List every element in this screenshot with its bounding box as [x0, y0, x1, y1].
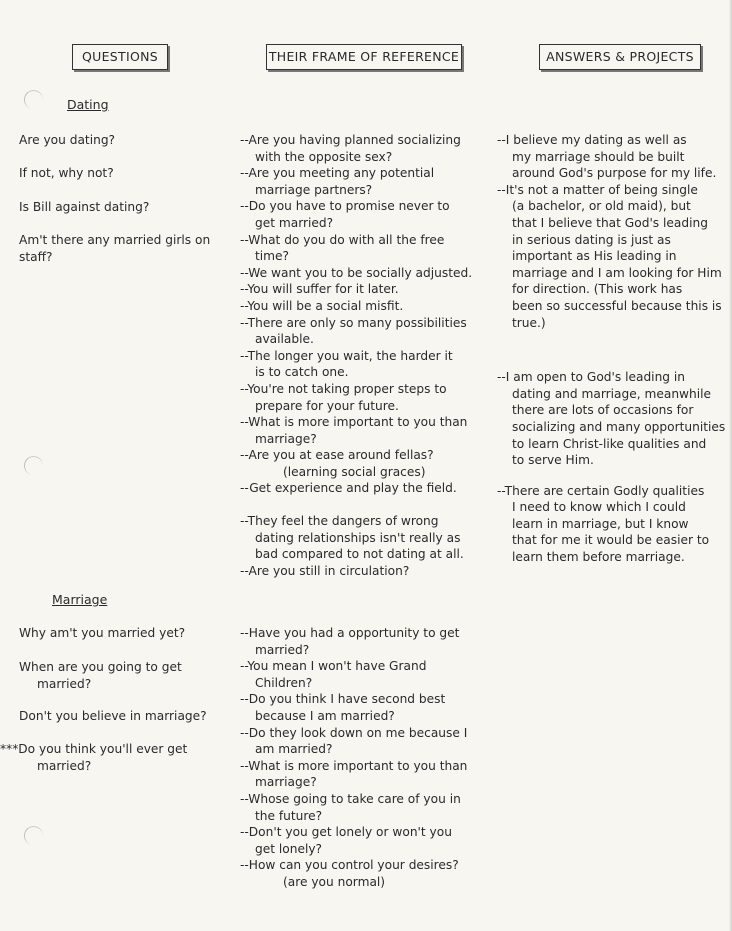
- list-item-line: to serve Him.: [512, 453, 594, 468]
- list-item-line: --Are you meeting any potential: [240, 166, 435, 181]
- list-item-line: --We want you to be socially adjusted.: [240, 265, 473, 280]
- list-item-line: that for me it would be easier to: [512, 533, 710, 548]
- list-item-line: my marriage should be built: [512, 149, 685, 164]
- list-item-line: prepare for your future.: [255, 398, 399, 413]
- list-item-line: learn in marriage, but I know: [512, 516, 689, 531]
- list-item-line: --Have you had a opportunity to get: [240, 626, 460, 640]
- list-item-line: to learn Christ-like qualities and: [512, 436, 707, 451]
- dating-question-line: Are you dating?: [19, 133, 116, 147]
- list-item-line: --They feel the dangers of wrong: [240, 514, 439, 529]
- dating-question-line: If not, why not?: [19, 166, 114, 180]
- dating-question-4: [19, 232, 224, 265]
- list-item: [240, 758, 500, 791]
- list-item-line: been so successful because this is: [512, 298, 722, 313]
- list-item-line: that I believe that God's leading: [512, 215, 708, 230]
- list-item: [240, 165, 500, 198]
- dating-question-3: [19, 199, 224, 216]
- list-item-line: --It's not a matter of being single: [497, 182, 698, 197]
- list-item-line: marriage?: [255, 431, 317, 446]
- marriage-question-4: [0, 741, 205, 774]
- dating-section-title: Dating: [67, 97, 109, 112]
- list-item-line: marriage?: [255, 775, 317, 790]
- frame-of-reference-header: THEIR FRAME OF REFERENCE: [266, 44, 462, 70]
- list-item: [497, 132, 729, 182]
- list-item-line: --The longer you wait, the harder it: [240, 348, 453, 363]
- marriage-question-1: [19, 625, 224, 642]
- list-item-line: --What is more important to you than: [240, 415, 468, 430]
- list-item: [240, 791, 500, 824]
- list-item: [240, 232, 500, 265]
- marriage-section-title: Marriage: [52, 592, 108, 607]
- list-item: [240, 658, 500, 691]
- list-item-line: --You mean I won't have Grand: [240, 659, 427, 674]
- marriage-question-line: married?: [37, 758, 92, 773]
- punch-hole-bottom: [22, 824, 44, 846]
- dating-frame-column: [240, 132, 500, 579]
- list-item-line: there are lots of occasions for: [512, 403, 694, 418]
- marriage-question-line: married?: [37, 676, 92, 691]
- list-item-line: around God's purpose for my life.: [512, 166, 717, 181]
- marriage-question-2: [19, 659, 224, 692]
- list-item: [240, 265, 500, 282]
- list-item-line: (a bachelor, or old maid), but: [512, 199, 691, 214]
- list-item: [240, 348, 500, 381]
- dating-question-line: Is Bill against dating?: [19, 200, 150, 214]
- list-item-line: true.): [512, 315, 546, 330]
- answers-projects-header: ANSWERS & PROJECTS: [539, 44, 701, 70]
- punch-hole-middle: [22, 454, 44, 476]
- dating-question-1: [19, 132, 224, 149]
- list-item-line: available.: [255, 332, 314, 347]
- list-item: [240, 414, 500, 447]
- list-item-line: bad compared to not dating at all.: [255, 547, 464, 562]
- list-item-line: --Do they look down on me because I: [240, 725, 468, 740]
- list-item-line: dating relationships isn't really as: [255, 530, 461, 545]
- marriage-question-line: Don't you believe in marriage?: [19, 709, 207, 723]
- questions-header: QUESTIONS: [72, 44, 168, 70]
- list-item-line: learn them before marriage.: [512, 550, 685, 565]
- list-item: [497, 483, 729, 566]
- list-item: [497, 182, 729, 331]
- list-item-line: (learning social graces): [283, 464, 426, 479]
- list-item-line: important as His leading in: [512, 249, 677, 264]
- list-item-line: (are you normal): [283, 874, 386, 889]
- list-item-line: --What is more important to you than: [240, 758, 468, 773]
- list-item-line: --You will suffer for it later.: [240, 282, 399, 297]
- list-item: [240, 563, 500, 580]
- list-item-line: Children?: [255, 675, 313, 690]
- list-item-line: I need to know which I could: [512, 500, 686, 515]
- list-item: [240, 725, 500, 758]
- list-item-line: am married?: [255, 742, 333, 757]
- list-item-line: --Do you have to promise never to: [240, 199, 450, 214]
- list-item-line: for direction. (This work has: [512, 282, 683, 297]
- list-item: [240, 198, 500, 231]
- list-item-line: --How can you control your desires?: [240, 858, 459, 873]
- list-item-line: --I believe my dating as well as: [497, 133, 687, 147]
- list-item: [240, 132, 500, 165]
- punch-hole-top: [22, 88, 44, 110]
- list-item-line: --Do you think I have second best: [240, 692, 446, 707]
- marriage-question-line: ***Do you think you'll ever get: [0, 742, 188, 756]
- list-item-line: --You're not taking proper steps to: [240, 381, 447, 396]
- list-item-line: socializing and many opportunities: [512, 419, 726, 434]
- list-item: [240, 691, 500, 724]
- list-item-line: --There are certain Godly qualities: [497, 483, 705, 498]
- list-item-line: --Get experience and play the field.: [240, 481, 457, 496]
- dating-question-2: [19, 165, 224, 182]
- list-item-line: with the opposite sex?: [255, 149, 393, 164]
- list-item-line: --Are you having planned socializing: [240, 133, 461, 147]
- list-item-line: marriage and I am looking for Him: [512, 265, 722, 280]
- list-item: [240, 447, 500, 480]
- marriage-question-line: When are you going to get: [19, 660, 182, 674]
- list-item: [240, 381, 500, 414]
- dating-question-line: staff?: [19, 249, 53, 264]
- list-item-line: in serious dating is just as: [512, 232, 671, 247]
- list-item-line: --What do you do with all the free: [240, 232, 445, 247]
- list-item-line: get lonely?: [255, 841, 323, 856]
- list-item-line: --Are you at ease around fellas?: [240, 448, 434, 463]
- dating-question-line: Am't there any married girls on: [19, 233, 211, 247]
- list-item: [240, 281, 500, 298]
- list-item-line: because I am married?: [255, 708, 395, 723]
- list-item-line: --Whose going to take care of you in: [240, 791, 461, 806]
- list-item-line: --I am open to God's leading in: [497, 370, 686, 385]
- list-item: [240, 298, 500, 315]
- list-item-line: --Are you still in circulation?: [240, 563, 410, 578]
- list-item: [240, 315, 500, 348]
- list-item: [497, 369, 729, 469]
- list-item: [240, 857, 500, 890]
- list-item-line: dating and marriage, meanwhile: [512, 386, 712, 401]
- list-item-line: marriage partners?: [255, 182, 373, 197]
- marriage-frame-column: [240, 625, 500, 891]
- list-item-line: --Don't you get lonely or won't you: [240, 825, 452, 840]
- list-item-line: married?: [255, 642, 310, 657]
- list-item-line: get married?: [255, 215, 334, 230]
- list-item-line: --You will be a social misfit.: [240, 298, 404, 313]
- list-item: [240, 513, 500, 563]
- list-item-line: is to catch one.: [255, 365, 349, 380]
- list-item-line: --There are only so many possibilities: [240, 315, 467, 330]
- list-item: [240, 824, 500, 857]
- dating-answers-column: [497, 132, 729, 566]
- list-item-line: time?: [255, 249, 290, 264]
- marriage-question-line: Why am't you married yet?: [19, 626, 186, 640]
- list-item: [240, 480, 500, 497]
- list-item: [240, 625, 500, 658]
- list-item-line: the future?: [255, 808, 323, 823]
- marriage-question-3: [19, 708, 224, 725]
